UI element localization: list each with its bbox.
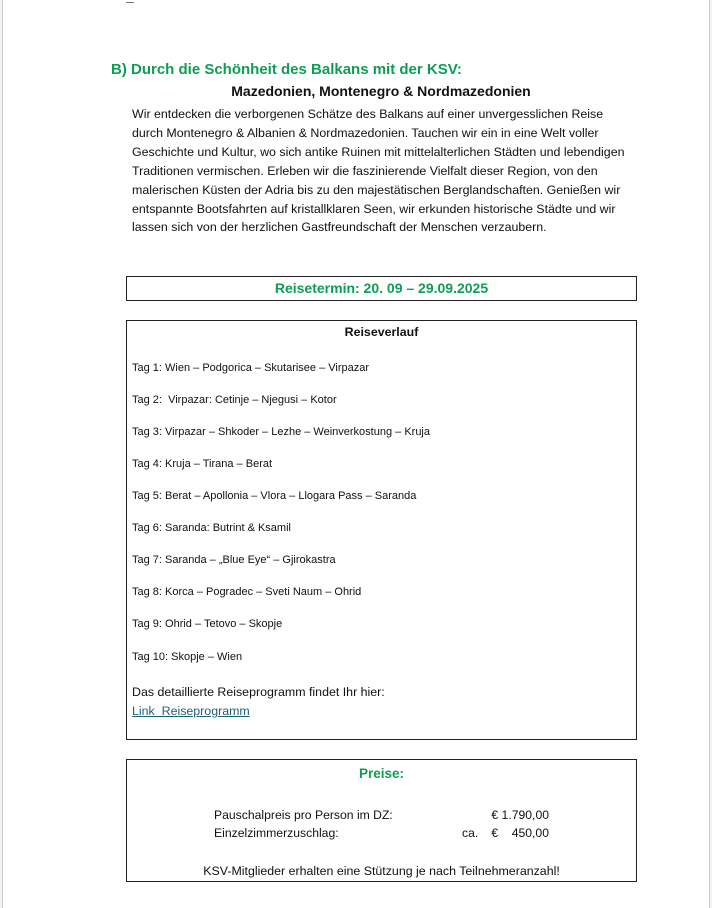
trip-subheading: Mazedonien, Montenegro & Nordmazedonien <box>231 83 531 99</box>
itinerary-day: Tag 8: Korca – Pogradec – Sveti Naum – Ohrid <box>132 586 362 598</box>
member-discount-note: KSV-Mitglieder erhalten eine Stützung je nach Teilnehmeranzahl! <box>203 864 560 878</box>
travel-date: Reisetermin: 20. 09 – 29.09.2025 <box>274 280 489 296</box>
price-label: Pauschalpreis pro Person im DZ: <box>214 808 393 822</box>
price-label: Einzelzimmerzuschlag: <box>214 826 339 840</box>
itinerary-day: Tag 2: Virpazar: Cetinje – Njegusi – Kotor <box>132 394 337 406</box>
itinerary-day: Tag 9: Ohrid – Tetovo – Skopje <box>132 618 283 630</box>
itinerary-day: Tag 6: Saranda: Butrint & Ksamil <box>132 522 291 534</box>
program-note: Das detaillierte Reiseprogramm findet Ihr hier: <box>132 685 385 699</box>
itinerary-day: Tag 4: Kruja – Tirana – Berat <box>132 458 273 470</box>
intro-paragraph: Wir entdecken die verborgenen Schätze des Balkans auf einer unvergesslichen Reise durch Montenegro & Albanien & Nordmazedonien. Tauchen wir ein in eine Welt voller Geschichte und Kultur, wo sich antike Ruinen mit mittelalterlichen Städten und lebendigen Traditionen vermischen. Erleben wir die faszinierende Vielfalt dieser Region, von den malerischen Küsten der Adria bis zu den majestätischen Berglandschaften. Genießen wir entspannte Bootsfahrten auf kristallklaren Seen, wir erkunden historische Städte und wir lassen sich von der herzlichen Gastfreundschaft der Menschen verzaubern. <box>132 107 625 235</box>
itinerary-title: Reiseverlauf <box>344 325 419 339</box>
program-link[interactable]: Link Reiseprogramm <box>132 704 250 718</box>
prices-box <box>126 759 637 882</box>
itinerary-day: Tag 10: Skopje – Wien <box>132 651 243 663</box>
document-page <box>2 0 710 908</box>
itinerary-day: Tag 5: Berat – Apollonia – Vlora – Llogara Pass – Saranda <box>132 490 417 502</box>
travel-date-box <box>126 276 637 301</box>
section-heading: B) Durch die Schönheit des Balkans mit der KSV: <box>111 61 462 78</box>
price-value: € 450,00 <box>491 826 549 840</box>
itinerary-day: Tag 7: Saranda – „Blue Eye“ – Gjirokastra <box>132 554 336 566</box>
itinerary-day: Tag 1: Wien – Podgorica – Skutarisee – Virpazar <box>132 362 370 374</box>
page-top-marker <box>126 0 134 3</box>
prices-title: Preise: <box>358 766 405 781</box>
price-prefix: ca. <box>462 826 479 840</box>
itinerary-box <box>126 320 637 740</box>
price-value: € 1.790,00 <box>491 808 549 822</box>
itinerary-day: Tag 3: Virpazar – Shkoder – Lezhe – Weinverkostung – Kruja <box>132 426 430 438</box>
